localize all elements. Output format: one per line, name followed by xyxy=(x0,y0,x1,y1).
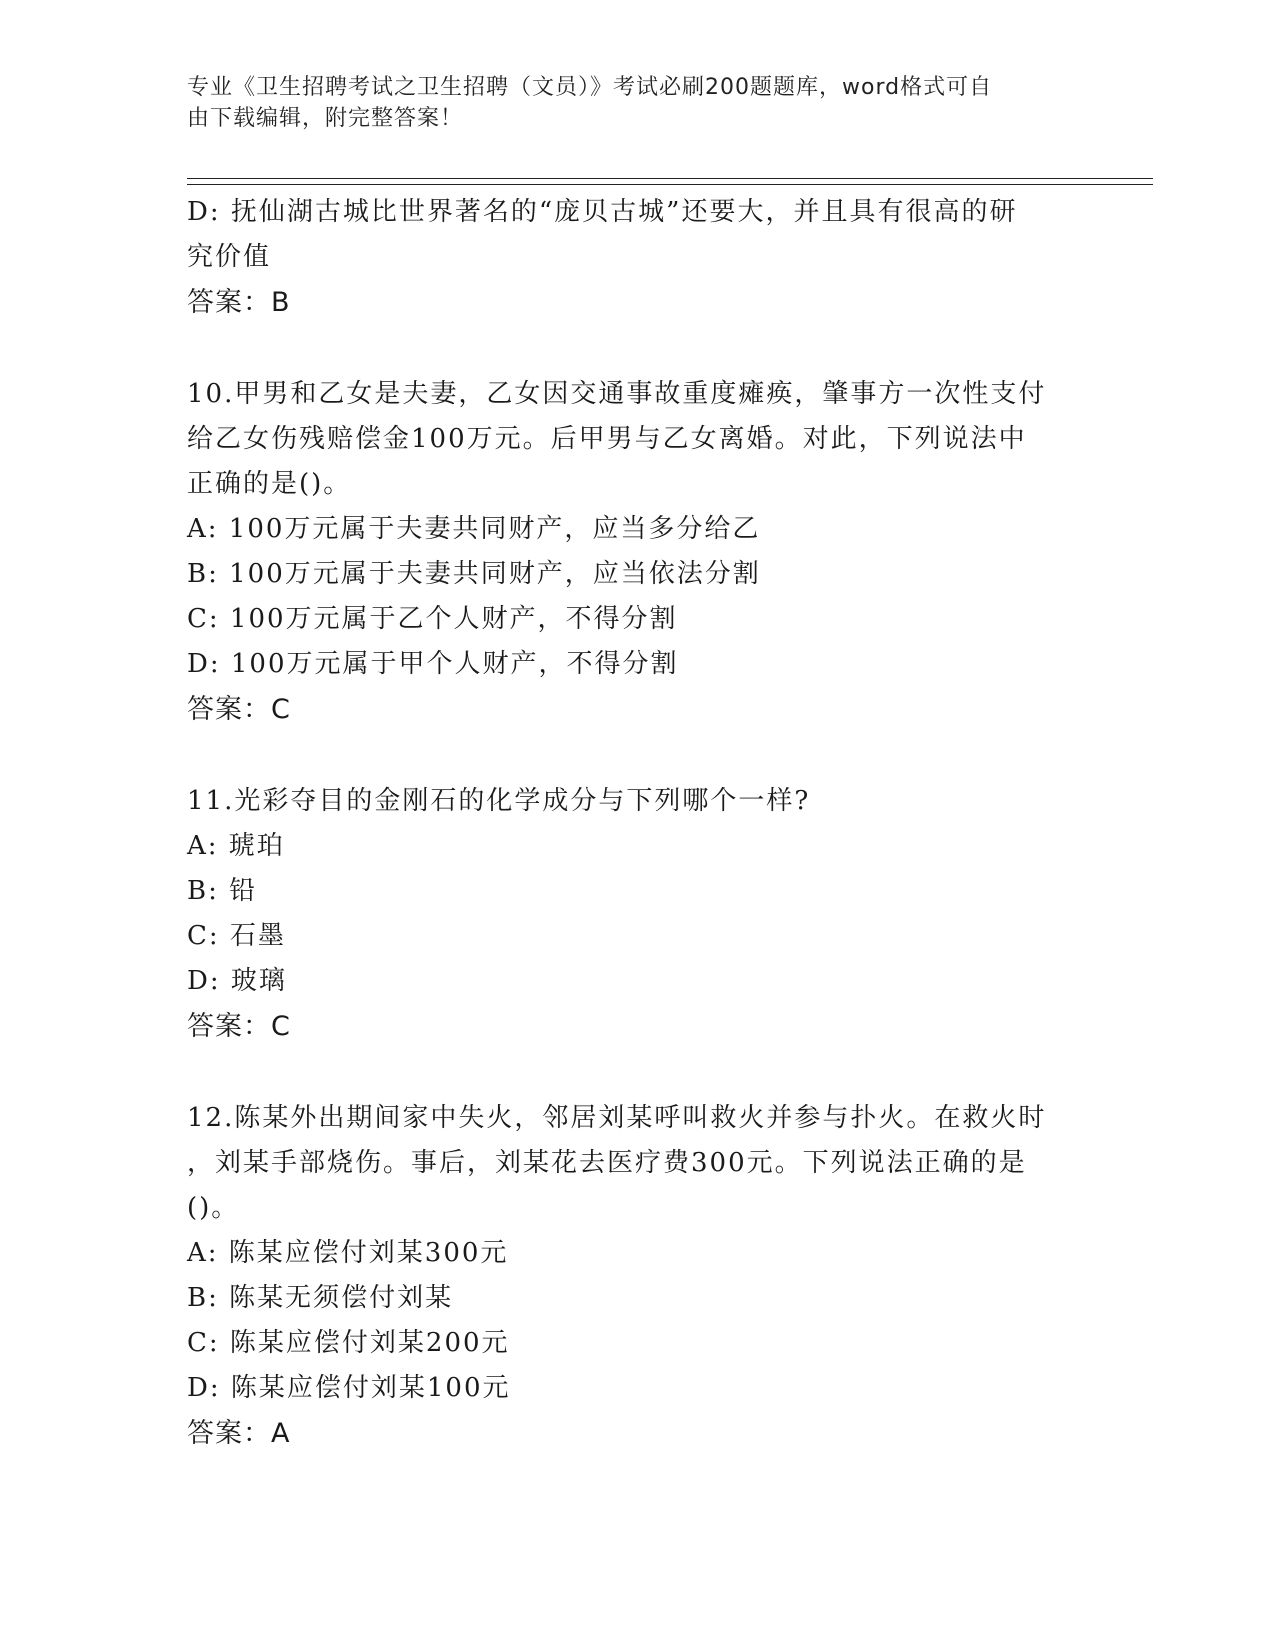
q10-stem-line-1: 10.甲男和乙女是夫妻，乙女因交通事故重度瘫痪，肇事方一次性支付 xyxy=(187,379,1047,409)
question-11 xyxy=(187,779,1087,1050)
q12-answer: 答案：A xyxy=(187,1418,291,1449)
q12-option-d: D: 陈某应偿付刘某100元 xyxy=(187,1373,511,1403)
q12-option-b: B: 陈某无须偿付刘某 xyxy=(187,1283,454,1313)
header-divider-bottom xyxy=(187,184,1153,185)
header-divider-top xyxy=(187,178,1153,179)
q10-stem-line-3: 正确的是()。 xyxy=(187,469,352,499)
q11-stem-line-1: 11.光彩夺目的金刚石的化学成分与下列哪个一样? xyxy=(187,786,811,816)
q9-option-d-line-2: 究价值 xyxy=(187,242,272,272)
header-line-2: 由下载编辑，附完整答案！ xyxy=(187,106,464,131)
q10-option-d: D: 100万元属于甲个人财产，不得分割 xyxy=(187,649,679,679)
q9-answer: 答案：B xyxy=(187,287,291,318)
question-10 xyxy=(187,372,1087,733)
q12-stem-line-1: 12.陈某外出期间家中失火，邻居刘某呼叫救火并参与扑火。在救火时 xyxy=(187,1103,1047,1133)
q11-option-a: A: 琥珀 xyxy=(187,831,285,861)
q10-option-a: A: 100万元属于夫妻共同财产，应当多分给乙 xyxy=(187,514,761,544)
q10-answer: 答案：C xyxy=(187,694,291,725)
question-list xyxy=(187,190,1087,1457)
q9-option-d-line-1: D: 抚仙湖古城比世界著名的“庞贝古城”还要大，并且具有很高的研 xyxy=(187,197,1018,227)
q10-stem-line-2: 给乙女伤残赔偿金100万元。后甲男与乙女离婚。对此，下列说法中 xyxy=(187,424,1027,454)
q12-option-c: C: 陈某应偿付刘某200元 xyxy=(187,1328,510,1358)
q11-answer: 答案：C xyxy=(187,1011,291,1042)
question-12 xyxy=(187,1096,1087,1457)
spacer xyxy=(187,1050,1087,1096)
q12-stem-line-3: ()。 xyxy=(187,1193,240,1223)
q10-option-b: B: 100万元属于夫妻共同财产，应当依法分割 xyxy=(187,559,761,589)
q10-option-c: C: 100万元属于乙个人财产，不得分割 xyxy=(187,604,678,634)
q11-option-b: B: 铅 xyxy=(187,876,258,906)
q11-option-d: D: 玻璃 xyxy=(187,966,287,996)
q12-option-a: A: 陈某应偿付刘某300元 xyxy=(187,1238,509,1268)
spacer xyxy=(187,326,1087,372)
q11-option-c: C: 石墨 xyxy=(187,921,286,951)
document-header xyxy=(187,72,1067,134)
spacer xyxy=(187,733,1087,779)
question-9 xyxy=(187,190,1087,326)
q12-stem-line-2: ，刘某手部烧伤。事后，刘某花去医疗费300元。下列说法正确的是 xyxy=(187,1148,1027,1178)
header-line-1: 专业《卫生招聘考试之卫生招聘（文员）》考试必刷200题题库，word格式可自 xyxy=(187,75,993,100)
